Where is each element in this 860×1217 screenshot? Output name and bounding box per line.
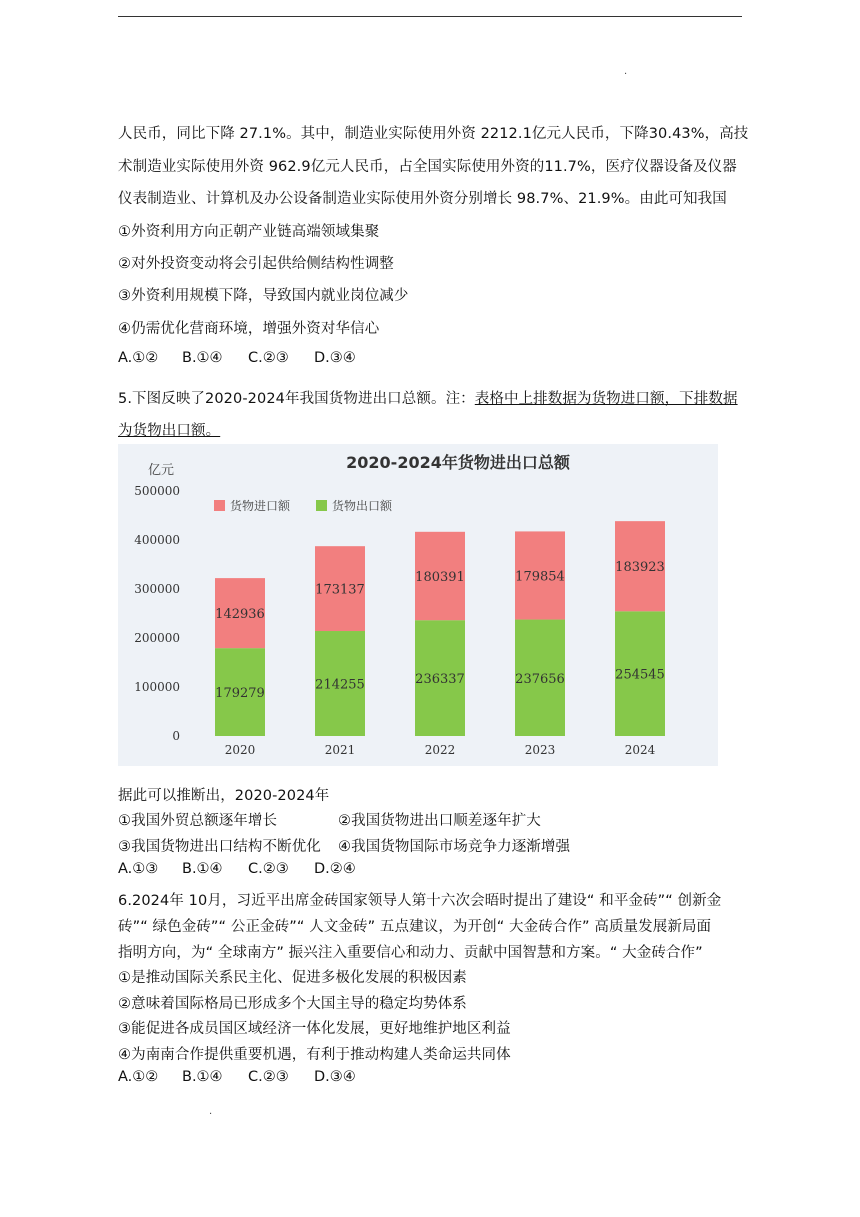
q6-statement-1: ①是推动国际关系民主化、促进多极化发展的积极因素 <box>118 970 467 986</box>
y-tick-label: 200000 <box>134 631 180 645</box>
q4-statement-3: ③外资利用规模下降，导致国内就业岗位减少 <box>118 288 409 304</box>
top-rule <box>118 16 742 17</box>
import-value-label: 180391 <box>415 569 465 585</box>
q6-statement-4: ④为南南合作提供重要机遇，有利于推动构建人类命运共同体 <box>118 1047 511 1063</box>
q5-option-c[interactable]: C.②③ <box>248 861 289 877</box>
q5-statement-4: ④我国货物国际市场竞争力逐渐增强 <box>338 839 571 855</box>
import-value-label: 179854 <box>515 569 565 585</box>
q4-options <box>118 350 356 366</box>
x-tick-label: 2024 <box>624 743 656 757</box>
q5-lead: 据此可以推断出，2020-2024年 <box>118 788 330 804</box>
q6-stem-line-1: 6.2024年 10月，习近平出席金砖国家领导人第十六次会晤时提出了建设“ 和平金砖”“ 创新金 <box>118 893 722 909</box>
legend-swatch <box>214 500 225 511</box>
q5-statement-1: ①我国外贸总额逐年增长 <box>118 813 278 829</box>
y-tick-label: 500000 <box>134 484 180 498</box>
q5-option-b[interactable]: B.①④ <box>182 861 223 877</box>
legend-label: 货物出口额 <box>332 499 393 513</box>
x-tick-label: 2020 <box>224 743 256 757</box>
q5-statement-3: ③我国货物进出口结构不断优化 <box>118 839 321 855</box>
y-tick-label: 300000 <box>134 582 180 596</box>
q4-line-2: 术制造业实际使用外资 962.9亿元人民币，占全国实际使用外资的11.7%，医疗仪器设备及仪器 <box>118 159 737 175</box>
import-value-label: 173137 <box>315 582 365 598</box>
q6-option-b[interactable]: B.①④ <box>182 1069 223 1085</box>
chart-title: 2020-2024年货物进出口总额 <box>346 453 570 472</box>
q5-statements-row-2 <box>118 835 570 856</box>
q4-option-c[interactable]: C.②③ <box>248 350 289 366</box>
q5-statement-2: ②我国货物进出口顺差逐年扩大 <box>338 813 541 829</box>
q6-stem-line-3: 指明方向，为“ 全球南方” 振兴注入重要信心和动力、贡献中国智慧和方案。“ 大金砖合作” <box>118 945 703 961</box>
q4-option-d[interactable]: D.③④ <box>314 350 356 366</box>
q4-line-1: 人民币，同比下降 27.1%。其中，制造业实际使用外资 2212.1亿元人民币，下降30.43%，高技 <box>118 126 749 142</box>
q6-option-c[interactable]: C.②③ <box>248 1069 289 1085</box>
export-value-label: 179279 <box>215 686 265 702</box>
trade-chart-svg <box>118 444 718 766</box>
trade-chart <box>118 444 718 766</box>
x-tick-label: 2023 <box>524 743 556 757</box>
q6-stem-line-2: 砖”“ 绿色金砖”“ 公正金砖”“ 人文金砖” 五点建议，为开创“ 大金砖合作” 高质量发展新局面 <box>118 919 712 935</box>
q4-statement-4: ④仍需优化营商环境，增强外资对华信心 <box>118 321 380 337</box>
q4-statement-1: ①外资利用方向正朝产业链高端领域集聚 <box>118 224 380 240</box>
import-value-label: 142936 <box>215 607 265 623</box>
q5-options <box>118 861 356 877</box>
legend-swatch <box>316 500 327 511</box>
stray-dot: . <box>624 66 628 77</box>
q6-option-a[interactable]: A.①② <box>118 1069 159 1085</box>
q6-statement-2: ②意味着国际格局已形成多个大国主导的稳定均势体系 <box>118 996 467 1012</box>
q6-option-d[interactable]: D.③④ <box>314 1069 356 1085</box>
import-value-label: 183923 <box>615 560 665 576</box>
q5-stem-note: 表格中上排数据为货物进口额，下排数据 <box>474 391 738 407</box>
export-value-label: 236337 <box>415 672 465 688</box>
y-tick-label: 100000 <box>134 680 180 694</box>
stray-dot-bottom: . <box>209 1106 213 1117</box>
q4-statement-2: ②对外投资变动将会引起供给侧结构性调整 <box>118 256 394 272</box>
q4-option-a[interactable]: A.①② <box>118 350 159 366</box>
y-tick-label: 0 <box>172 729 180 743</box>
q6-statement-3: ③能促进各成员国区域经济一体化发展，更好地维护地区利益 <box>118 1021 511 1037</box>
q6-options <box>118 1069 356 1085</box>
y-tick-label: 400000 <box>134 533 180 547</box>
x-tick-label: 2021 <box>324 743 356 757</box>
q5-option-a[interactable]: A.①③ <box>118 861 159 877</box>
q4-option-b[interactable]: B.①④ <box>182 350 223 366</box>
q5-option-d[interactable]: D.②④ <box>314 861 356 877</box>
q5-statements-row-1 <box>118 809 541 830</box>
q4-line-3: 仪表制造业、计算机及办公设备制造业实际使用外资分别增长 98.7%、21.9%。由此可知我国 <box>118 191 727 207</box>
q5-stem-line-2 <box>118 419 220 440</box>
export-value-label: 214255 <box>315 677 365 693</box>
q5-stem-line-1 <box>118 387 738 408</box>
y-axis-unit-label: 亿元 <box>148 463 175 478</box>
q5-stem-prefix: 5.下图反映了2020-2024年我国货物进出口总额。注： <box>118 391 475 407</box>
export-value-label: 237656 <box>515 671 565 687</box>
legend-label: 货物进口额 <box>230 499 291 513</box>
x-tick-label: 2022 <box>424 743 456 757</box>
export-value-label: 254545 <box>615 667 665 683</box>
q5-stem-note-end: 为货物出口额。 <box>118 423 221 439</box>
